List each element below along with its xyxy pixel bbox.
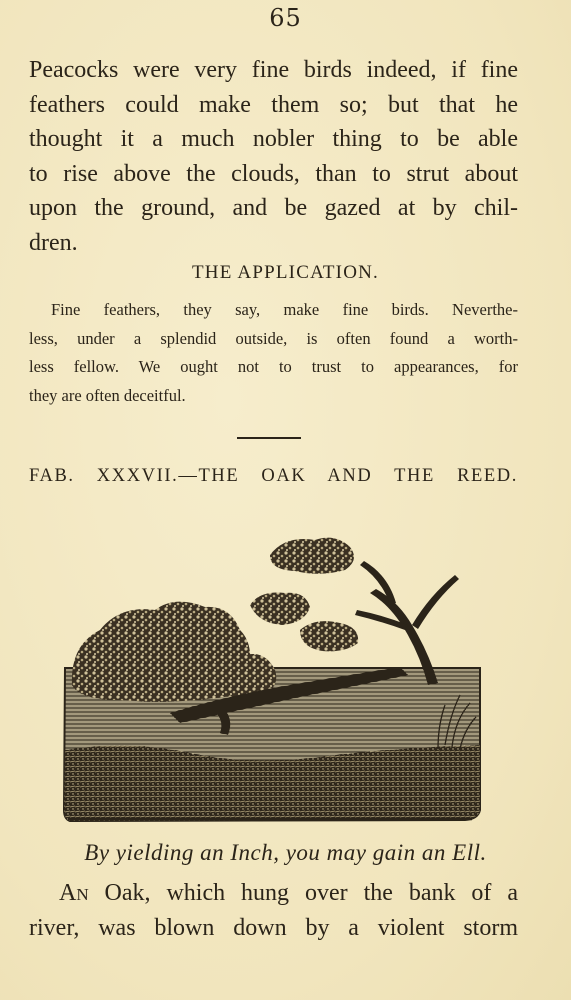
text-line: Peacocks were very fine birds indeed, if fine <box>29 57 518 83</box>
paragraph-oak-and-reed-opening <box>29 876 518 945</box>
page-number: 65 <box>269 4 302 32</box>
text-line: dren. <box>29 229 78 256</box>
text-line: less fellow. We ought not to trust to appearances, for <box>29 357 518 376</box>
text-line: to rise above the clouds, than to strut about <box>29 160 518 187</box>
application-heading: THE APPLICATION. <box>191 262 380 283</box>
text-line: upon the ground, and be gazed at by chil- <box>29 195 518 221</box>
drop-word: An <box>59 880 89 906</box>
moral-motto: By yielding an Inch, you may gain an Ell. <box>84 840 487 865</box>
text-line: they are often deceitful. <box>29 385 186 405</box>
text-line <box>29 876 518 911</box>
section-divider-rule <box>237 437 301 439</box>
paragraph-peacock-conclusion <box>29 53 518 260</box>
text-line: feathers could make them so; but that he <box>29 91 518 118</box>
text-line: less, under a splendid outside, is often found a worth- <box>29 328 518 348</box>
application-paragraph <box>29 296 518 410</box>
text-line: river, was blown down by a violent storm <box>29 914 518 941</box>
text-line-rest: Oak, which hung over the bank of a <box>88 880 518 906</box>
text-line: thought it a much nobler thing to be able <box>29 126 518 152</box>
fable-title: FAB. XXXVII.—THE OAK AND THE REED. <box>29 466 518 486</box>
woodcut-oak-and-reed-illustration <box>60 535 485 825</box>
text-line: Fine feathers, they say, make fine birds. Neverthe- <box>51 300 518 319</box>
